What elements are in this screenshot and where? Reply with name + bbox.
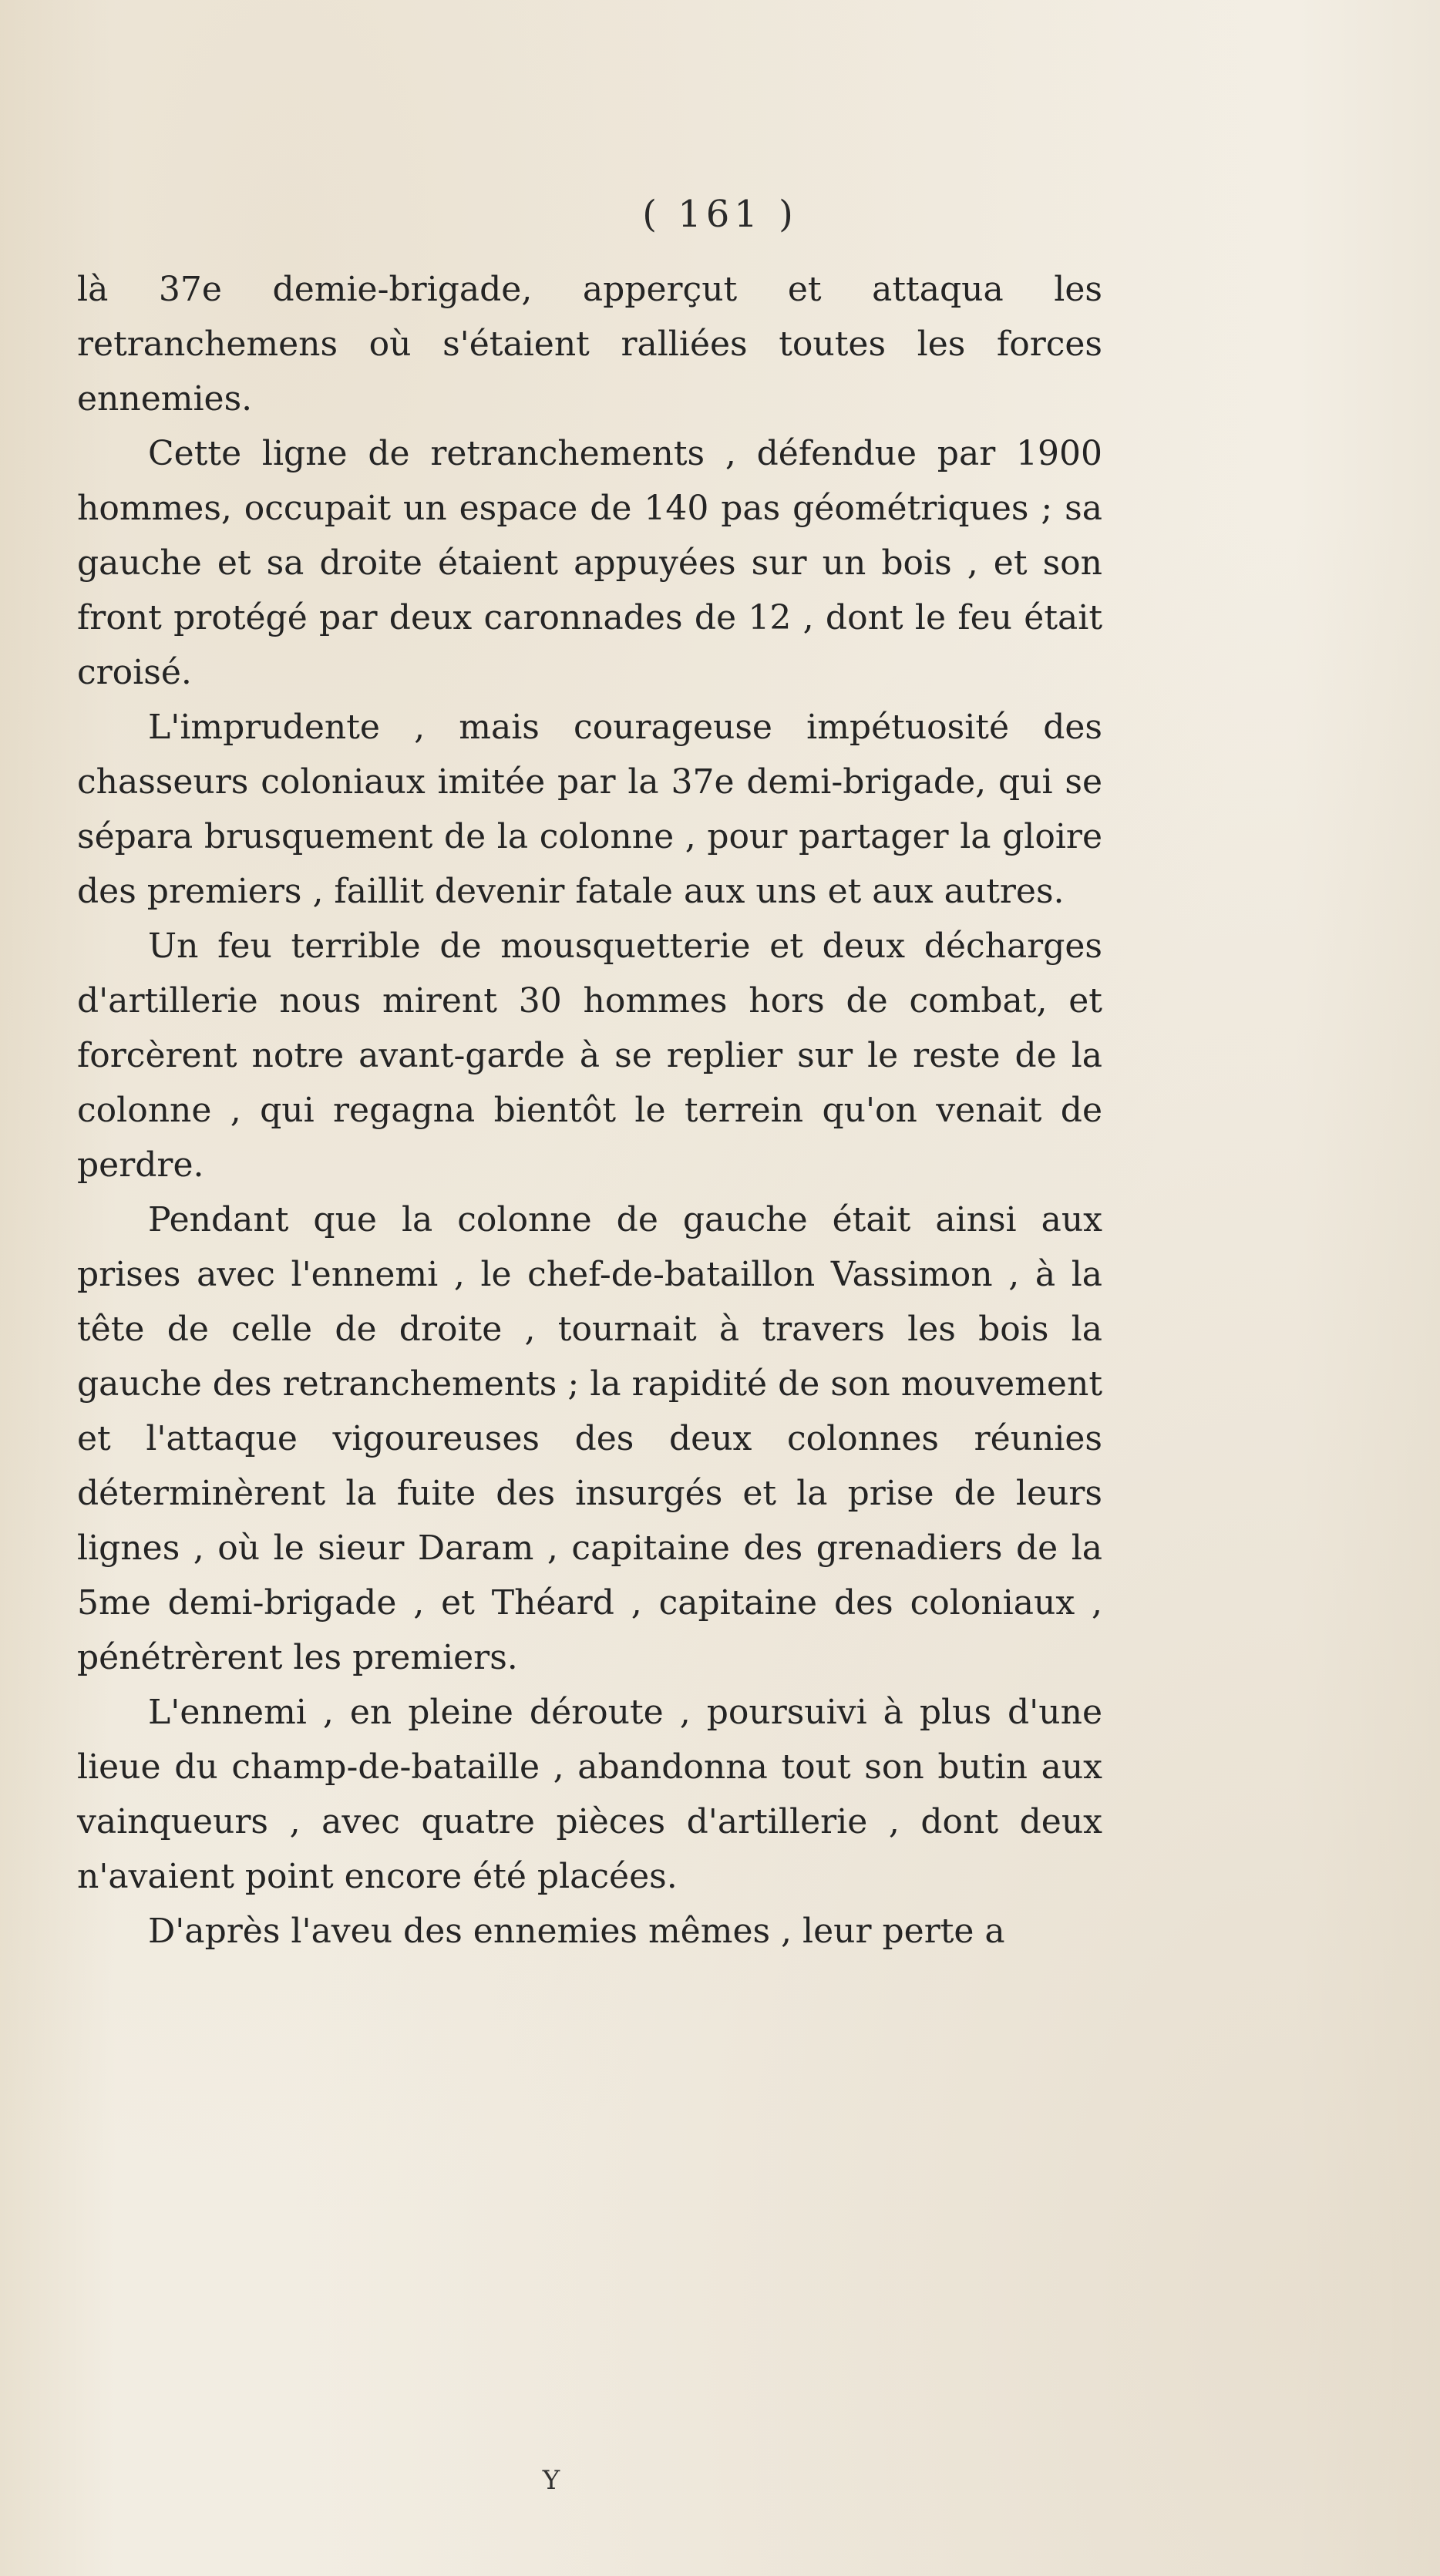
paragraph: L'ennemi , en pleine déroute , poursuivi à plus d'une lieue du champ-de-bataille , abandonna tout son butin aux vainqueurs , avec quatre pièces d'artillerie , dont deux n'avaient point encore été placées. [77, 1693, 1102, 1896]
paragraph: Pendant que la colonne de gauche était ainsi aux prises avec l'ennemi , le chef-de-bataillon Vassimon , à la tête de celle de droite , tournait à travers les bois la gauche des retranchements ; la rapidité de son mouvement et l'attaque vigoureuses des deux colonnes réunies déterminèrent la fuite des insurgés et la prise de leurs lignes , où le sieur Daram , capitaine des grenadiers de la 5me demi-brigade , et Théard , capitaine des coloniaux , pénétrèrent les premiers. [77, 1200, 1102, 1677]
paragraph: Un feu terrible de mousquetterie et deux décharges d'artillerie nous mirent 30 hommes hors de combat, et forcèrent notre avant-garde à se replier sur le reste de la colonne , qui regagna bientôt le terrein qu'on venait de perdre. [77, 926, 1102, 1185]
page-number: ( 161 ) [642, 193, 798, 236]
signature-mark: Y [542, 2465, 560, 2496]
body-text [77, 262, 1102, 1959]
paragraph: Cette ligne de retranchements , défendue par 1900 hommes, occupait un espace de 140 pas géométriques ; sa gauche et sa droite étaient appuyées sur un bois , et son front protégé par deux caronnades de 12 , dont le feu était croisé. [77, 434, 1102, 692]
paragraph: D'après l'aveu des ennemies mêmes , leur perte a [148, 1912, 1005, 1951]
paragraph: L'imprudente , mais courageuse impétuosité des chasseurs coloniaux imitée par la 37e demi-brigade, qui se sépara brusquement de la colonne , pour partager la gloire des premiers , faillit devenir fatale aux uns et aux autres. [77, 708, 1102, 911]
paragraph: là 37e demie-brigade, apperçut et attaqua les retranchemens où s'étaient ralliées toutes les forces ennemies. [77, 270, 1102, 419]
